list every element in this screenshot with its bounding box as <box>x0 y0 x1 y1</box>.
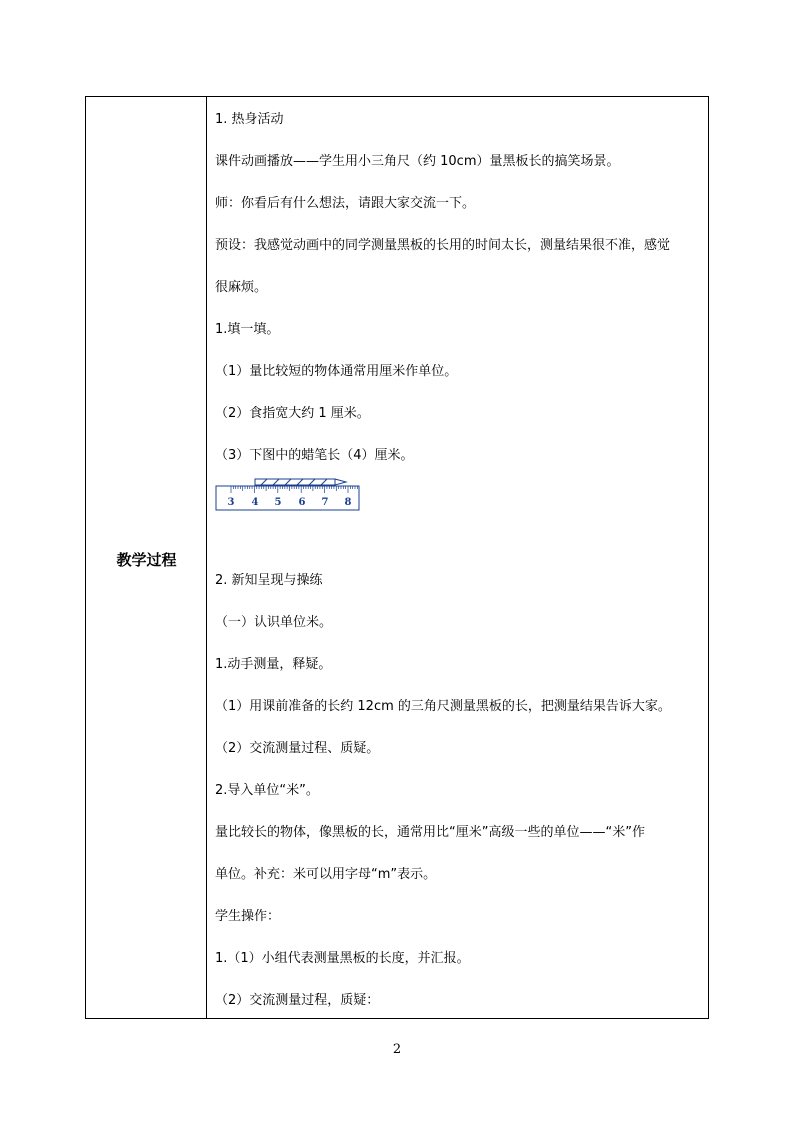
text-line: （2）交流测量过程，质疑： <box>215 993 380 1008</box>
text-line: 师：你看后有什么想法，请跟大家交流一下。 <box>215 196 476 211</box>
text-line: 预设：我感觉动画中的同学测量黑板的长用的时间太长，测量结果很不准，感觉 <box>215 238 671 253</box>
text-line: 1.（1）小组代表测量黑板的长度，并汇报。 <box>215 951 470 966</box>
ruler-number: 4 <box>251 497 259 508</box>
label-column <box>86 97 207 1018</box>
ruler-number: 5 <box>274 497 282 508</box>
lesson-table <box>85 96 709 1019</box>
ruler-icon <box>216 486 359 510</box>
text-line: 1.填一填。 <box>215 322 280 337</box>
ruler-number: 8 <box>344 497 352 508</box>
page-number: 2 <box>392 1042 402 1057</box>
ruler-number: 3 <box>227 497 235 508</box>
text-line: 2.导入单位“米”。 <box>215 783 319 798</box>
text-line: 很麻烦。 <box>215 280 268 295</box>
crayon-icon <box>255 479 346 485</box>
text-line: 量比较长的物体，像黑板的长，通常用比“厘米”高级一些的单位——“米”作 <box>215 825 645 840</box>
text-line: （1）量比较短的物体通常用厘米作单位。 <box>215 364 458 379</box>
section-label: 教学过程 <box>116 551 177 569</box>
text-line: 课件动画播放——学生用小三角尺（约 10cm）量黑板长的搞笑场景。 <box>215 154 620 169</box>
ruler-number: 6 <box>298 497 306 508</box>
text-line: （1）用课前准备的长约 12cm 的三角尺测量黑板的长，把测量结果告诉大家。 <box>215 699 671 714</box>
crayon-ruler-figure <box>215 476 365 516</box>
text-line: 2. 新知呈现与操练 <box>215 573 323 588</box>
text-line: 1. 热身活动 <box>215 112 284 127</box>
text-line: （一）认识单位米。 <box>215 615 333 630</box>
text-line: 学生操作： <box>215 909 281 924</box>
text-line: （2）交流测量过程、质疑。 <box>215 741 380 756</box>
text-line: （2）食指宽大约 1 厘米。 <box>215 406 370 421</box>
text-line: 1.动手测量，释疑。 <box>215 657 332 672</box>
ruler-number: 7 <box>321 497 329 508</box>
text-line: （3）下图中的蜡笔长（4）厘米。 <box>215 448 414 463</box>
text-line: 单位。补充：米可以用字母“m”表示。 <box>215 867 437 882</box>
